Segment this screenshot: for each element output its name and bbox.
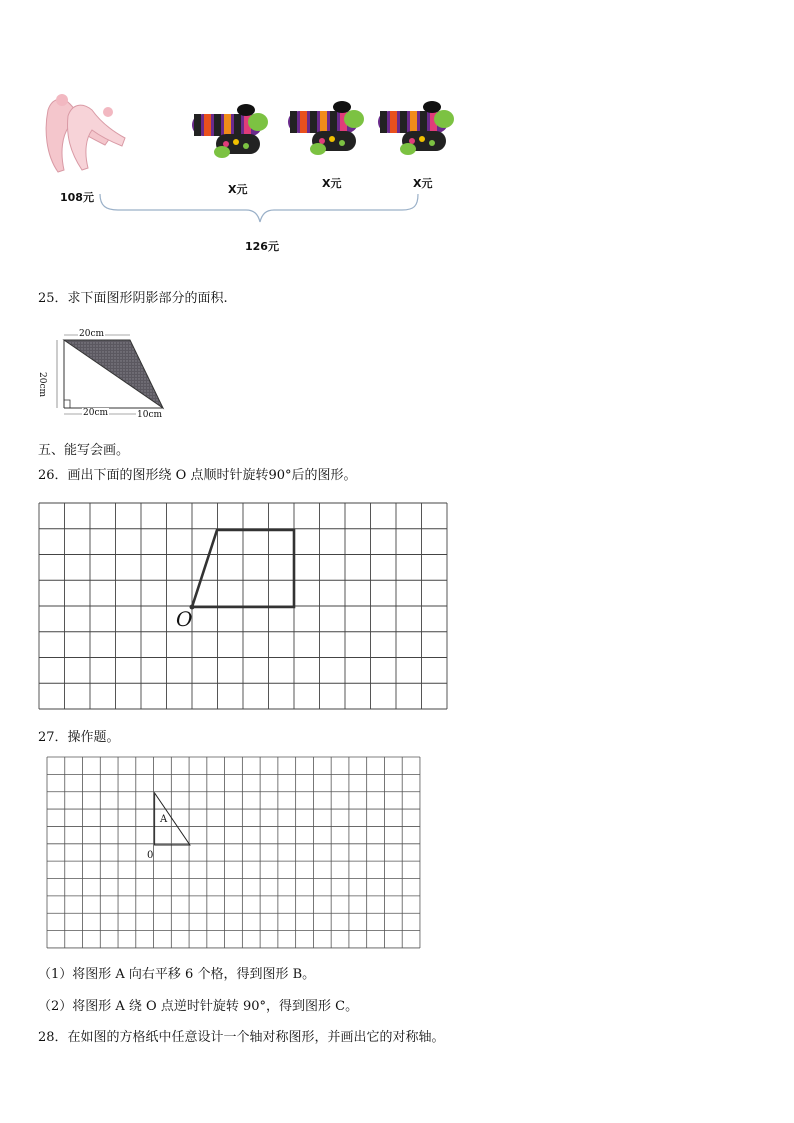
translation-grid bbox=[47, 757, 425, 951]
question-27-part-1: （1）将图形 A 向右平移 6 个格，得到图形 B。 bbox=[38, 967, 316, 982]
dim-bottom-extra-label: 10cm bbox=[137, 410, 163, 420]
question-28: 28．在如图的方格纸中任意设计一个轴对称图形，并画出它的对称轴。 bbox=[38, 1030, 445, 1045]
shoes-image bbox=[40, 90, 130, 185]
sock-price-label-2: X元 bbox=[322, 177, 342, 190]
shoes-price-label: 108元 bbox=[60, 191, 94, 204]
question-25: 25．求下面图形阴影部分的面积. bbox=[38, 291, 228, 306]
sock-price-label-3: X元 bbox=[413, 177, 433, 190]
socks-image-3 bbox=[372, 97, 456, 159]
dim-top-label: 20cm bbox=[79, 329, 105, 339]
origin-label: 0 bbox=[147, 850, 154, 861]
point-o-label: O bbox=[176, 607, 193, 631]
dim-left-label: 20cm bbox=[37, 372, 47, 398]
question-27-part-2: （2）将图形 A 绕 O 点逆时针旋转 90°，得到图形 C。 bbox=[38, 999, 359, 1014]
trapezoid-figure bbox=[48, 330, 178, 420]
section-5-title: 五、能写会画。 bbox=[38, 443, 130, 458]
total-brace bbox=[98, 192, 428, 232]
shape-a-label: A bbox=[160, 814, 168, 825]
total-price-label: 126元 bbox=[245, 240, 279, 253]
dim-bottom-label: 20cm bbox=[83, 408, 109, 418]
socks-image-2 bbox=[282, 97, 366, 159]
sock-price-label-1: X元 bbox=[228, 183, 248, 196]
question-26: 26．画出下面的图形绕 O 点顺时针旋转90°后的图形。 bbox=[38, 468, 357, 483]
socks-image-1 bbox=[186, 100, 270, 162]
rotation-grid bbox=[39, 503, 449, 711]
question-27: 27．操作题。 bbox=[38, 730, 120, 745]
